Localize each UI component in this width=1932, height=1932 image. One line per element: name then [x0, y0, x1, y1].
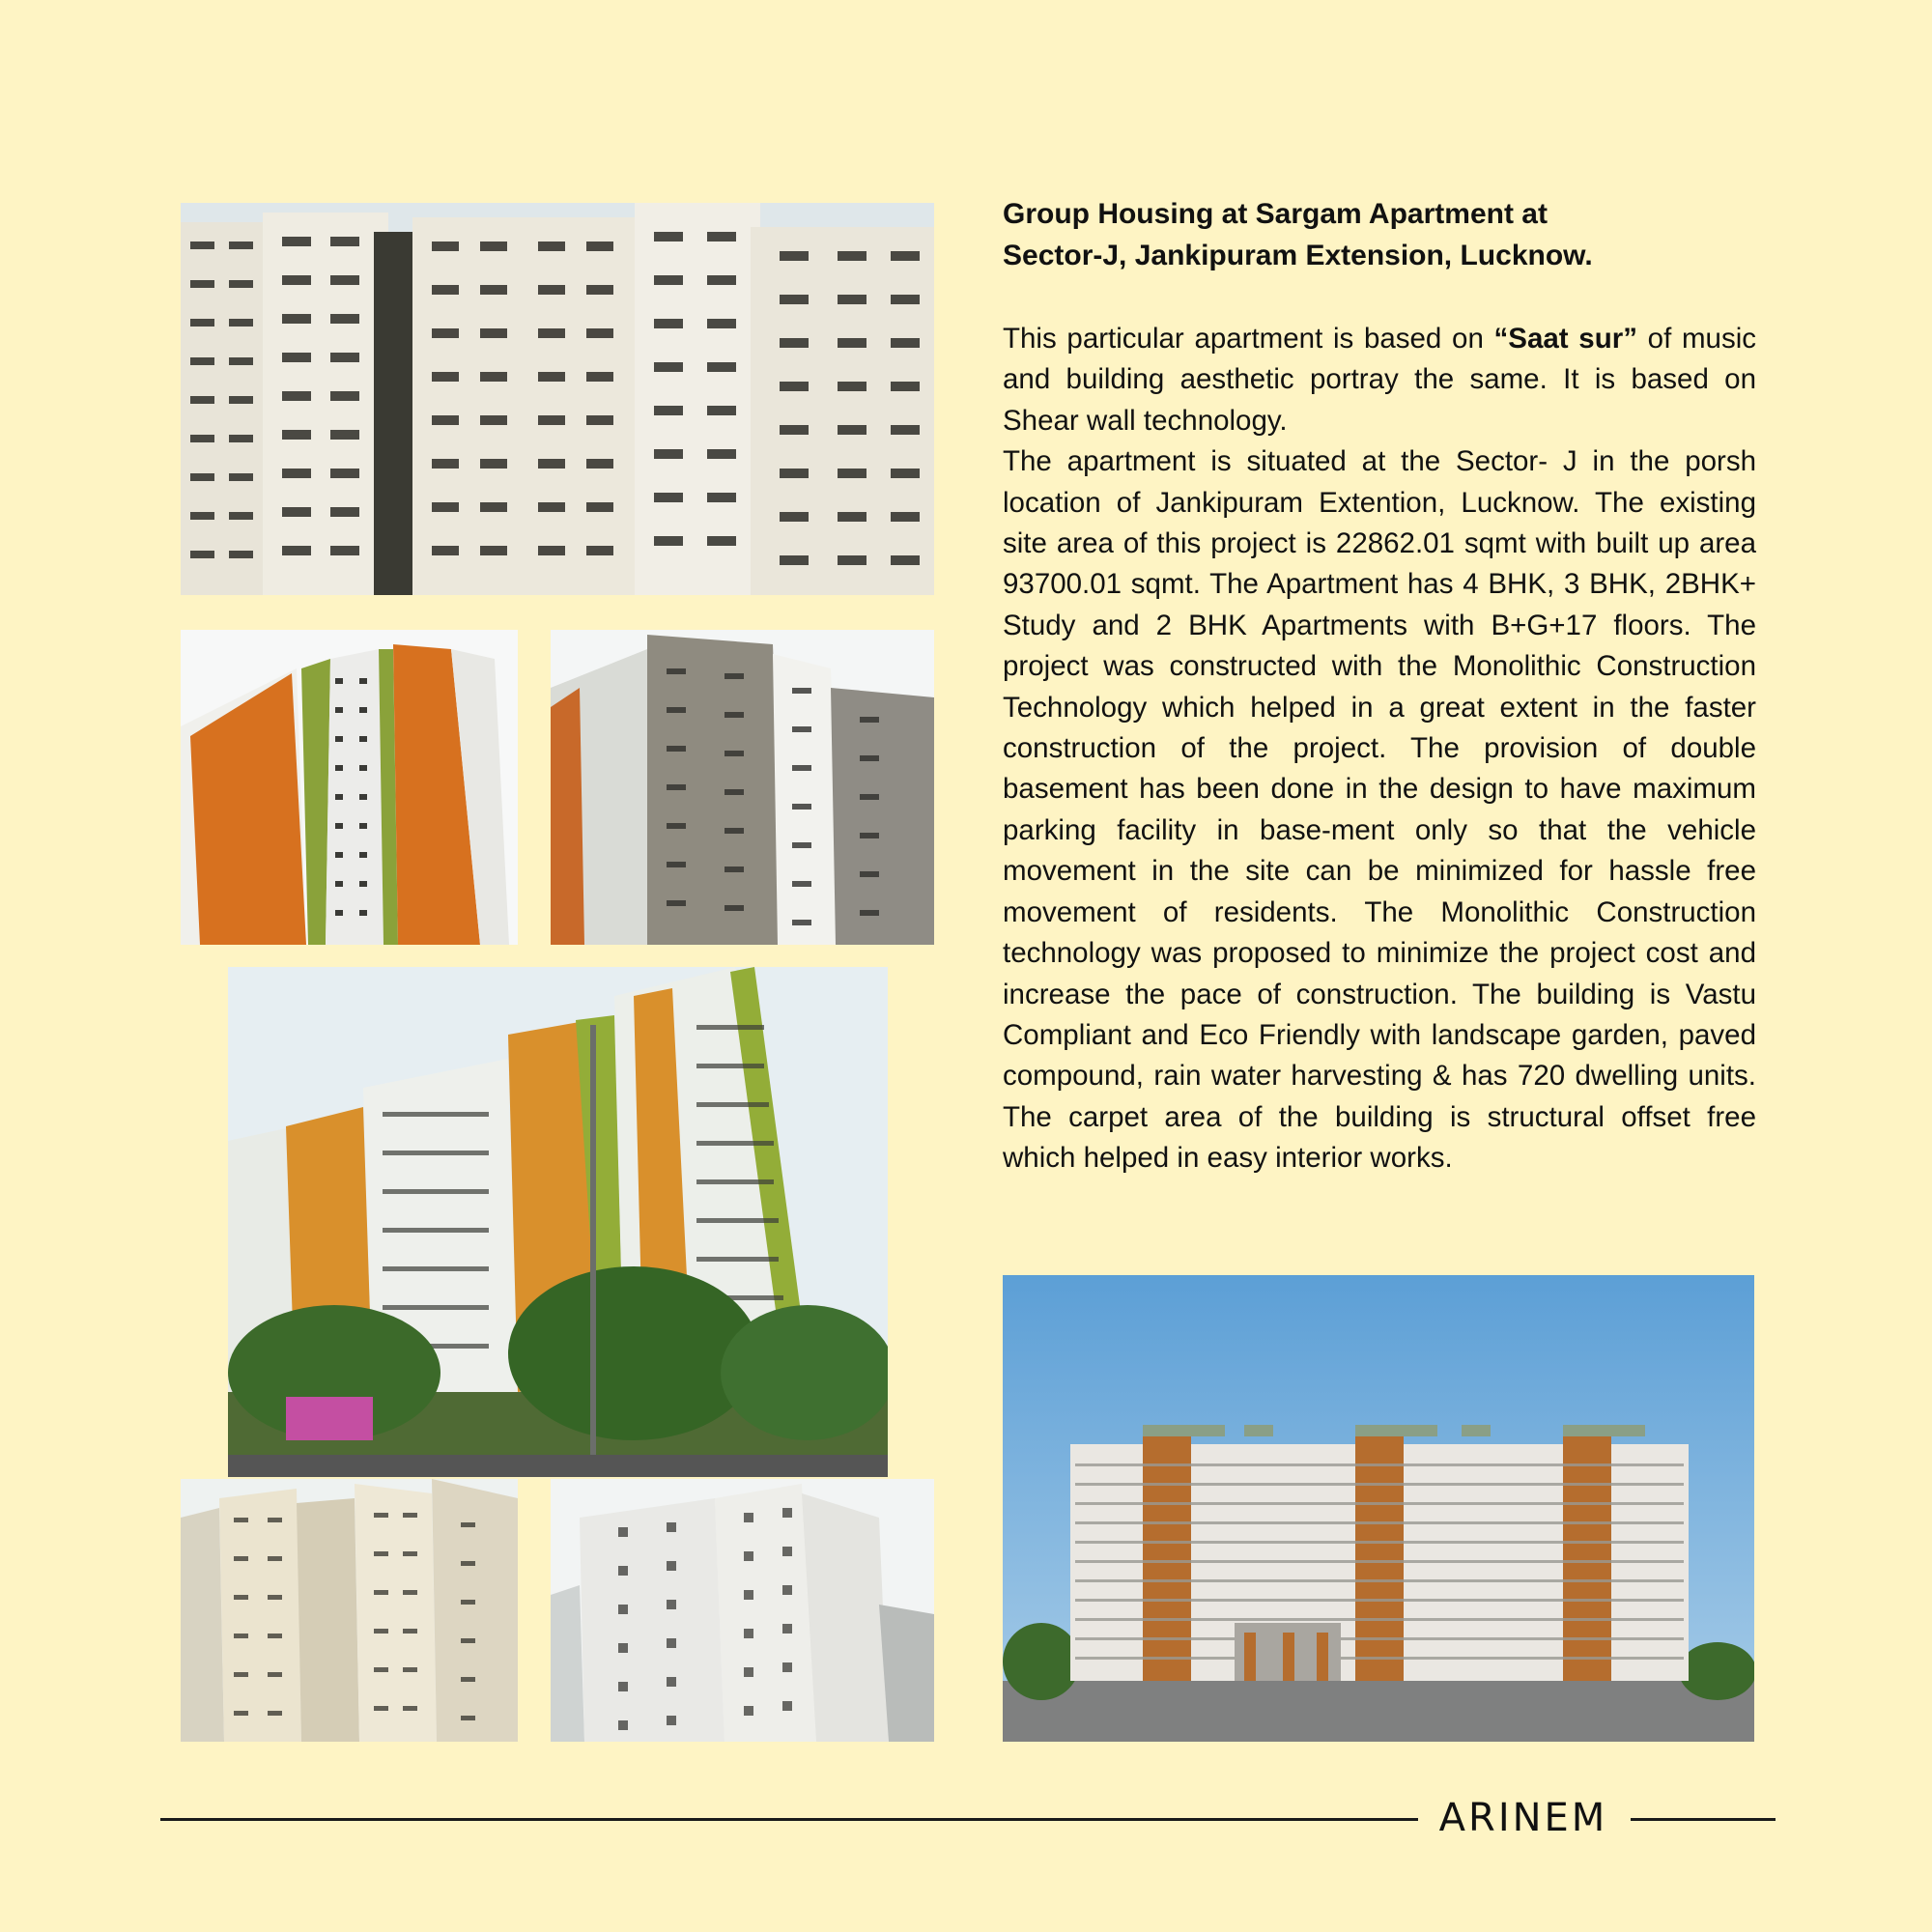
title-line-2: Sector-J, Jankipuram Extension, Lucknow. [1003, 240, 1593, 271]
para1-text-after: of music and building aesthetic portray the same. It is based on Shear wall technology. [1003, 323, 1756, 437]
under-construction-tower-photo [551, 630, 934, 945]
tower-cluster-photo [181, 1479, 518, 1742]
project-description [1003, 319, 1756, 1179]
saat-sur-highlight: “Saat sur” [1493, 323, 1637, 355]
white-towers-photo [551, 1479, 934, 1742]
footer-rule-right [1631, 1818, 1776, 1821]
description-paragraph-2: The apartment is situated at the Sector- J in the porsh location of Jankipuram Extention, Lucknow. The existing site area of this project is 22862.01 sqmt with built up area 93700.01 sqmt. The Apartment has 4 BHK, 3 BHK, 2BHK+ Study and 2 BHK Apartments with B+G+17 floors. The project was constructed with the Monolithic Construction Technology which helped in a great extent in the faster construction of the project. The provision of double basement has been done in the design to have maximum parking facility in base-ment only so that the vehicle movement in the site can be minimized for hassle free movement of residents. The Monolithic Construction technology was proposed to minimize the project cost and increase the pace of construction. The building is Vastu Compliant and Eco Friendly with landscape garden, paved compound, rain water harvesting & has 720 dwelling units. The carpet area of the building is structural offset free which helped in easy interior works. [1003, 445, 1756, 1175]
orange-green-tower-photo [181, 630, 518, 945]
elevation-rendering-photo [1003, 1275, 1754, 1742]
title-line-1: Group Housing at Sargam Apartment at [1003, 198, 1548, 230]
completed-towers-with-trees-photo [228, 967, 888, 1477]
page-title [1003, 193, 1756, 276]
tower-facade-photo [181, 203, 934, 595]
arinem-logo: ARINEM [1438, 1796, 1608, 1840]
para1-text-before: This particular apartment is based on [1003, 323, 1494, 355]
description-paragraph-1 [1003, 319, 1756, 441]
footer-rule-left [160, 1818, 1418, 1821]
